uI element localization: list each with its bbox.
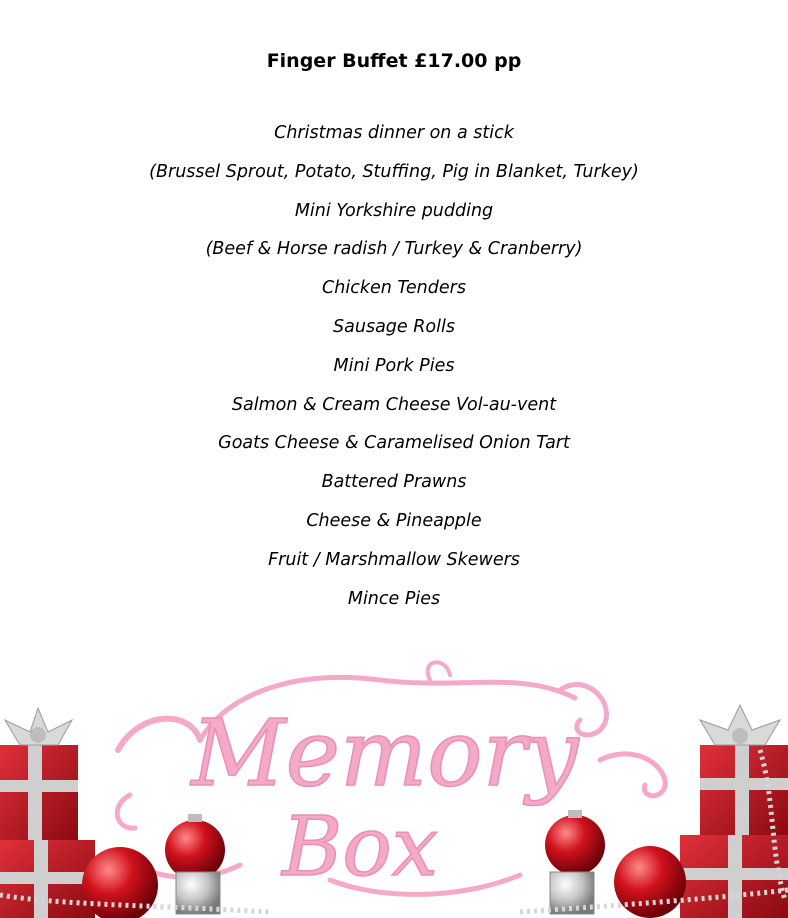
logo-word-box: Box <box>282 800 438 895</box>
menu-item: Chicken Tenders <box>322 278 466 299</box>
footer-decoration <box>0 650 788 918</box>
menu-item: Mince Pies <box>347 588 441 609</box>
menu-list <box>0 120 788 624</box>
menu-item: Mini Yorkshire pudding <box>294 200 494 221</box>
menu-item: Fruit / Marshmallow Skewers <box>268 549 520 570</box>
menu-item: Cheese & Pineapple <box>306 510 482 531</box>
menu-item: Sausage Rolls <box>333 316 455 337</box>
menu-item: (Brussel Sprout, Potato, Stuffing, Pig in Blanket, Turkey) <box>149 161 639 182</box>
menu-item: (Beef & Horse radish / Turkey & Cranberry) <box>205 239 583 260</box>
menu-item: Christmas dinner on a stick <box>274 123 514 143</box>
menu-item: Salmon & Cream Cheese Vol-au-vent <box>231 394 557 415</box>
menu-item: Battered Prawns <box>321 472 467 493</box>
menu-title: Finger Buffet £17.00 pp <box>266 50 522 72</box>
menu-item: Goats Cheese & Caramelised Onion Tart <box>218 433 570 454</box>
menu-item: Mini Pork Pies <box>333 355 455 376</box>
logo-word-memory: Memory <box>191 700 579 807</box>
